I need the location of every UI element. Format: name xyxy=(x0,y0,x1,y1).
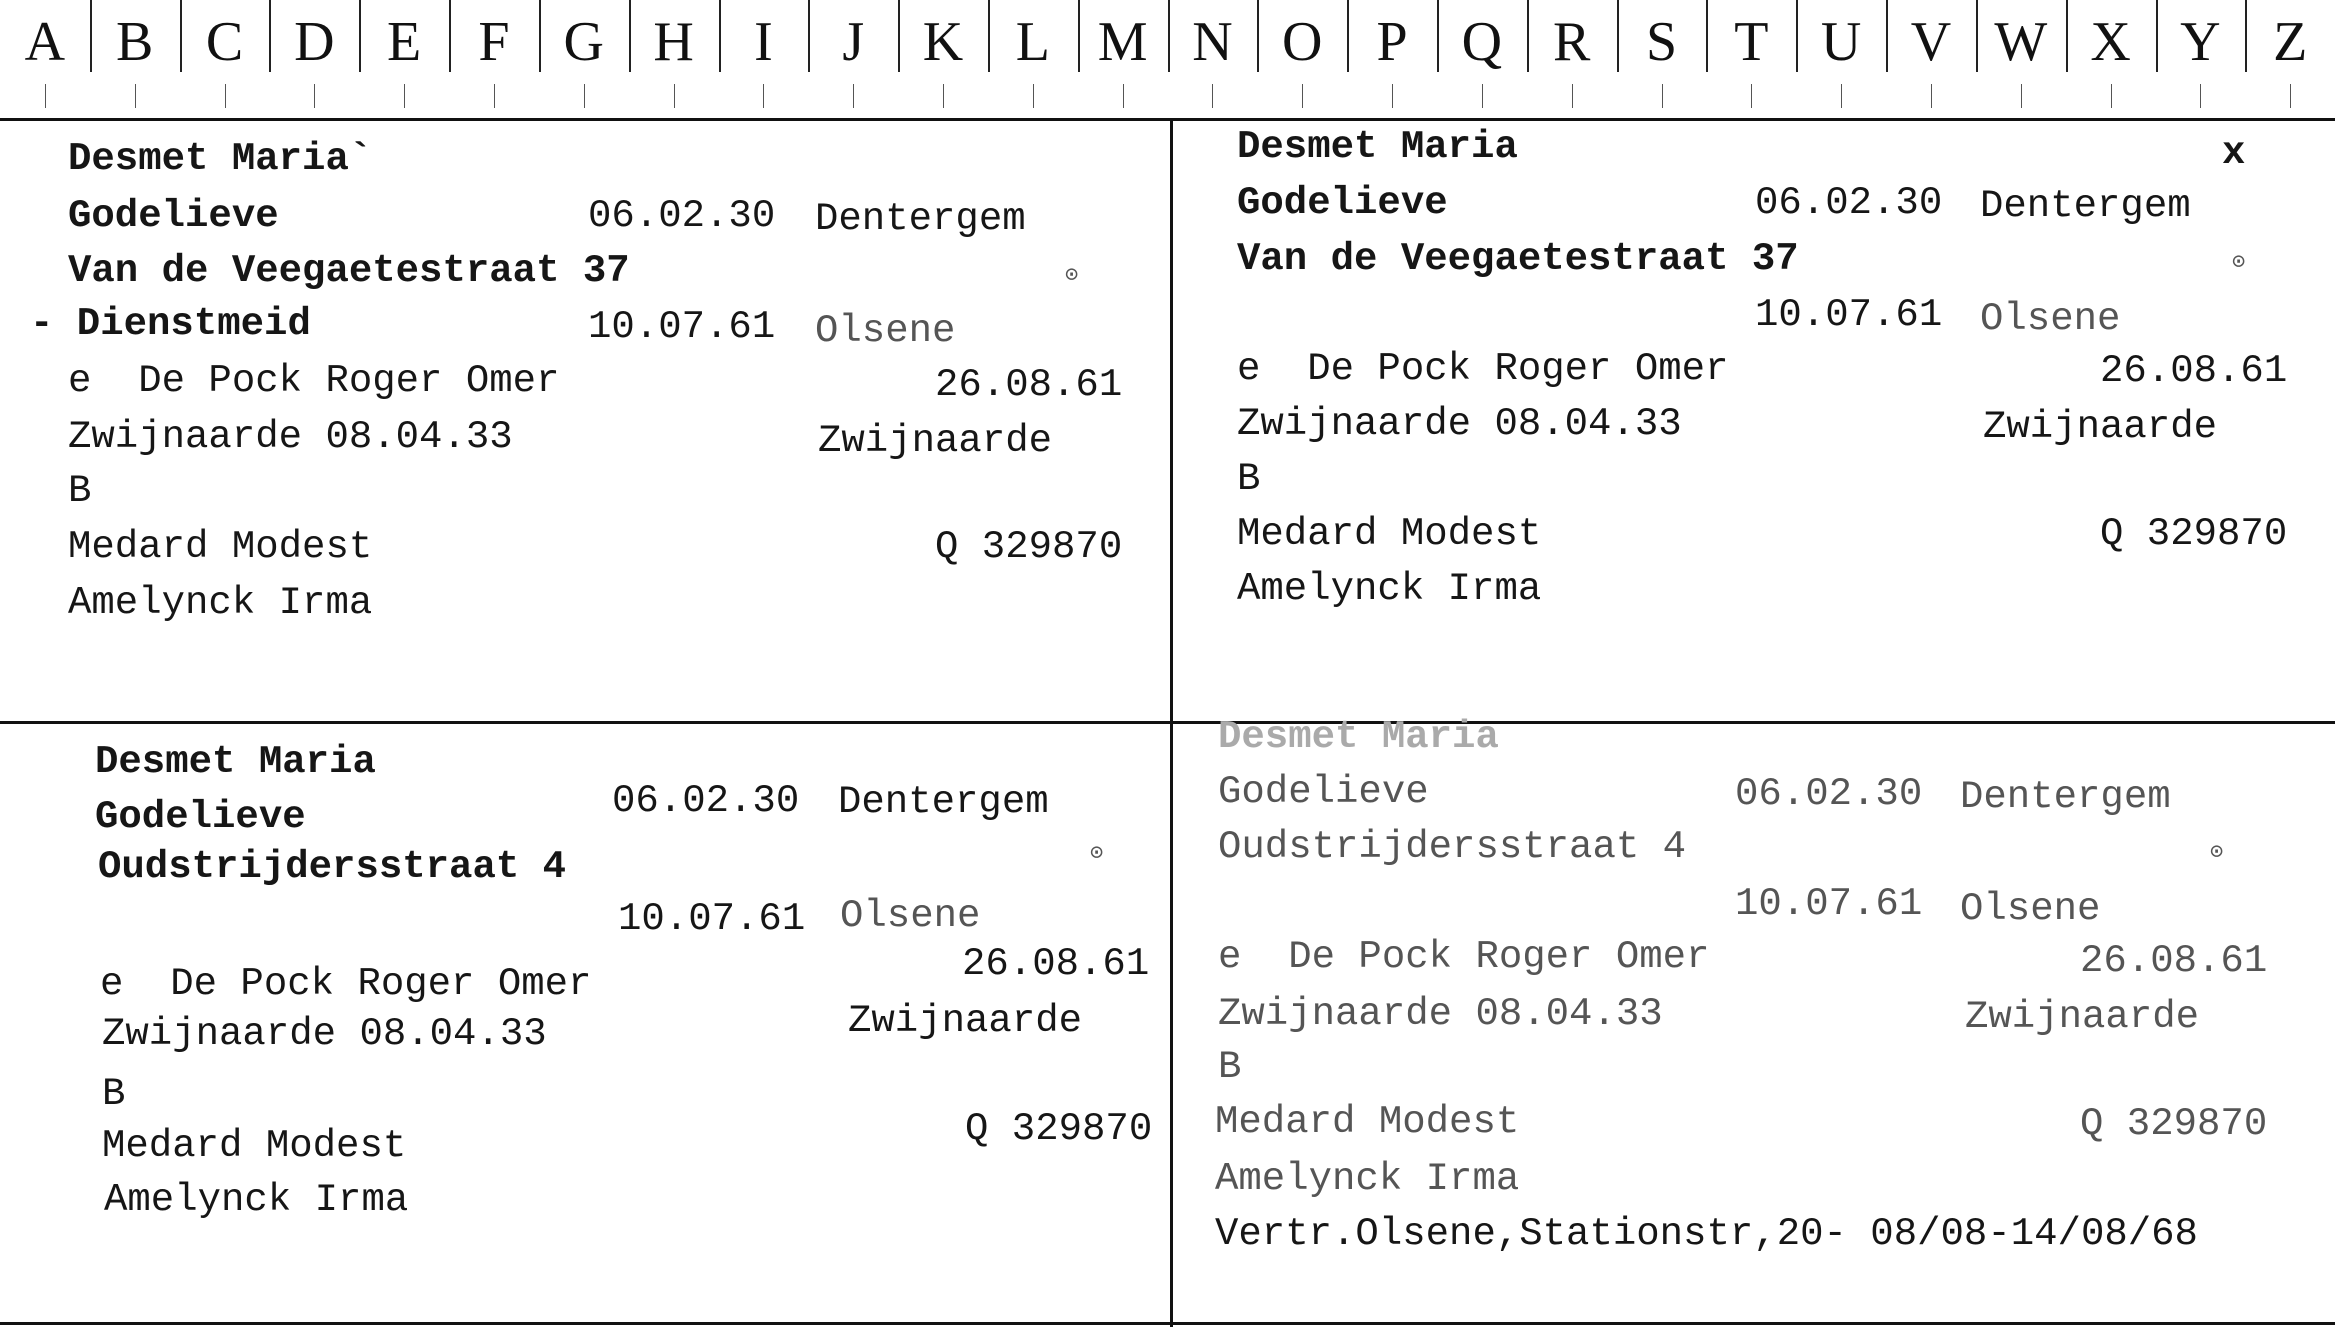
vertical-divider xyxy=(1170,121,1173,1327)
card-date-2: 10.07.61 xyxy=(588,305,776,349)
card-place-3: Zwijnaarde xyxy=(848,999,1083,1043)
card-spouse-birth: Zwijnaarde 08.04.33 xyxy=(1218,992,1663,1036)
card-mother: Amelynck Irma xyxy=(68,581,373,625)
index-letter-j: J xyxy=(808,0,898,118)
card-address: Oudstrijdersstraat 4 xyxy=(98,845,567,889)
card-name: Desmet Maria xyxy=(1218,715,1499,759)
card-name: Desmet Maria xyxy=(95,740,376,784)
card-father: Medard Modest xyxy=(1237,512,1542,556)
horizontal-divider-left xyxy=(0,721,1170,724)
index-letter-q: Q xyxy=(1437,0,1527,118)
card-number: Q 329870 xyxy=(2100,512,2288,556)
card-marriage-date: 26.08.61 xyxy=(2100,349,2288,393)
card-remark: Vertr.Olsene,Stationstr,20- 08/08-14/08/68 xyxy=(1215,1212,2198,1256)
card-first-name: Godelieve xyxy=(1237,181,1448,225)
card-mark-icon: ⊙ xyxy=(1065,263,1079,288)
card-spouse-birth: Zwijnaarde 08.04.33 xyxy=(1237,402,1682,446)
card-code: B xyxy=(1237,457,1261,501)
card-code: B xyxy=(1218,1045,1242,1089)
card-first-name: Godelieve xyxy=(68,194,279,238)
card-birth-place: Dentergem xyxy=(815,197,1026,241)
index-letter-p: P xyxy=(1347,0,1437,118)
card-place-3: Zwijnaarde xyxy=(818,419,1053,463)
card-address: Van de Veegaetestraat 37 xyxy=(1237,237,1799,281)
index-letter-l: L xyxy=(988,0,1078,118)
card-father: Medard Modest xyxy=(1215,1100,1520,1144)
card-mark-icon: ⊙ xyxy=(1090,841,1104,866)
card-date-2: 10.07.61 xyxy=(1755,293,1943,337)
index-letter-i: I xyxy=(719,0,809,118)
index-letter-g: G xyxy=(539,0,629,118)
index-letter-n: N xyxy=(1168,0,1258,118)
card-marriage-date: 26.08.61 xyxy=(935,363,1123,407)
card-spouse: e De Pock Roger Omer xyxy=(1218,935,1710,979)
card-marriage-date: 26.08.61 xyxy=(2080,939,2268,983)
card-first-name: Godelieve xyxy=(1218,770,1429,814)
card-address: Van de Veegaetestraat 37 xyxy=(68,249,630,293)
card-address: Oudstrijdersstraat 4 xyxy=(1218,825,1687,869)
index-letter-u: U xyxy=(1796,0,1886,118)
index-letter-f: F xyxy=(449,0,539,118)
index-letter-m: M xyxy=(1078,0,1168,118)
card-birth-date: 06.02.30 xyxy=(1735,772,1923,816)
card-x-mark: x xyxy=(2222,131,2246,175)
card-first-name: Godelieve xyxy=(95,795,306,839)
card-occupation: - Dienstmeid xyxy=(30,302,311,346)
card-date-2: 10.07.61 xyxy=(618,897,806,941)
card-place-2: Olsene xyxy=(815,309,956,353)
card-number: Q 329870 xyxy=(965,1107,1153,1151)
index-letter-v: V xyxy=(1886,0,1976,118)
card-mother: Amelynck Irma xyxy=(104,1178,409,1222)
card-birth-date: 06.02.30 xyxy=(1755,181,1943,225)
card-mother: Amelynck Irma xyxy=(1215,1157,1520,1201)
index-letter-h: H xyxy=(629,0,719,118)
card-place-3: Zwijnaarde xyxy=(1983,405,2218,449)
card-name: Desmet Maria` xyxy=(68,137,373,181)
card-father: Medard Modest xyxy=(102,1124,407,1168)
index-letter-e: E xyxy=(359,0,449,118)
card-spouse: e De Pock Roger Omer xyxy=(1237,347,1729,391)
card-place-2: Olsene xyxy=(1960,887,2101,931)
card-marriage-date: 26.08.61 xyxy=(962,942,1150,986)
index-letter-w: W xyxy=(1976,0,2066,118)
card-code: B xyxy=(68,469,92,513)
bottom-divider-left xyxy=(0,1322,1170,1325)
card-birth-date: 06.02.30 xyxy=(588,194,776,238)
index-letter-c: C xyxy=(180,0,270,118)
card-number: Q 329870 xyxy=(2080,1102,2268,1146)
card-birth-place: Dentergem xyxy=(838,780,1049,824)
index-letter-a: A xyxy=(0,0,90,118)
card-place-3: Zwijnaarde xyxy=(1965,995,2200,1039)
card-birth-place: Dentergem xyxy=(1980,184,2191,228)
card-mother: Amelynck Irma xyxy=(1237,567,1542,611)
card-mark-icon: ⊙ xyxy=(2232,250,2246,275)
card-spouse: e De Pock Roger Omer xyxy=(100,962,592,1006)
card-number: Q 329870 xyxy=(935,525,1123,569)
card-date-2: 10.07.61 xyxy=(1735,882,1923,926)
card-father: Medard Modest xyxy=(68,525,373,569)
card-place-2: Olsene xyxy=(840,894,981,938)
card-spouse-birth: Zwijnaarde 08.04.33 xyxy=(102,1012,547,1056)
index-letter-t: T xyxy=(1706,0,1796,118)
card-birth-date: 06.02.30 xyxy=(612,779,800,823)
card-birth-place: Dentergem xyxy=(1960,775,2171,819)
card-spouse: e De Pock Roger Omer xyxy=(68,359,560,403)
index-letter-o: O xyxy=(1257,0,1347,118)
index-letter-k: K xyxy=(898,0,988,118)
index-letter-y: Y xyxy=(2156,0,2246,118)
alphabet-index-bar xyxy=(0,0,2335,121)
card-name: Desmet Maria xyxy=(1237,125,1518,169)
card-spouse-birth: Zwijnaarde 08.04.33 xyxy=(68,415,513,459)
card-mark-icon: ⊙ xyxy=(2210,840,2224,865)
index-letter-r: R xyxy=(1527,0,1617,118)
card-code: B xyxy=(102,1072,126,1116)
index-letter-b: B xyxy=(90,0,180,118)
index-letter-z: Z xyxy=(2245,0,2335,118)
bottom-divider-right xyxy=(1173,1322,2335,1325)
card-place-2: Olsene xyxy=(1980,297,2121,341)
index-letter-x: X xyxy=(2066,0,2156,118)
index-letter-s: S xyxy=(1617,0,1707,118)
index-letter-d: D xyxy=(269,0,359,118)
